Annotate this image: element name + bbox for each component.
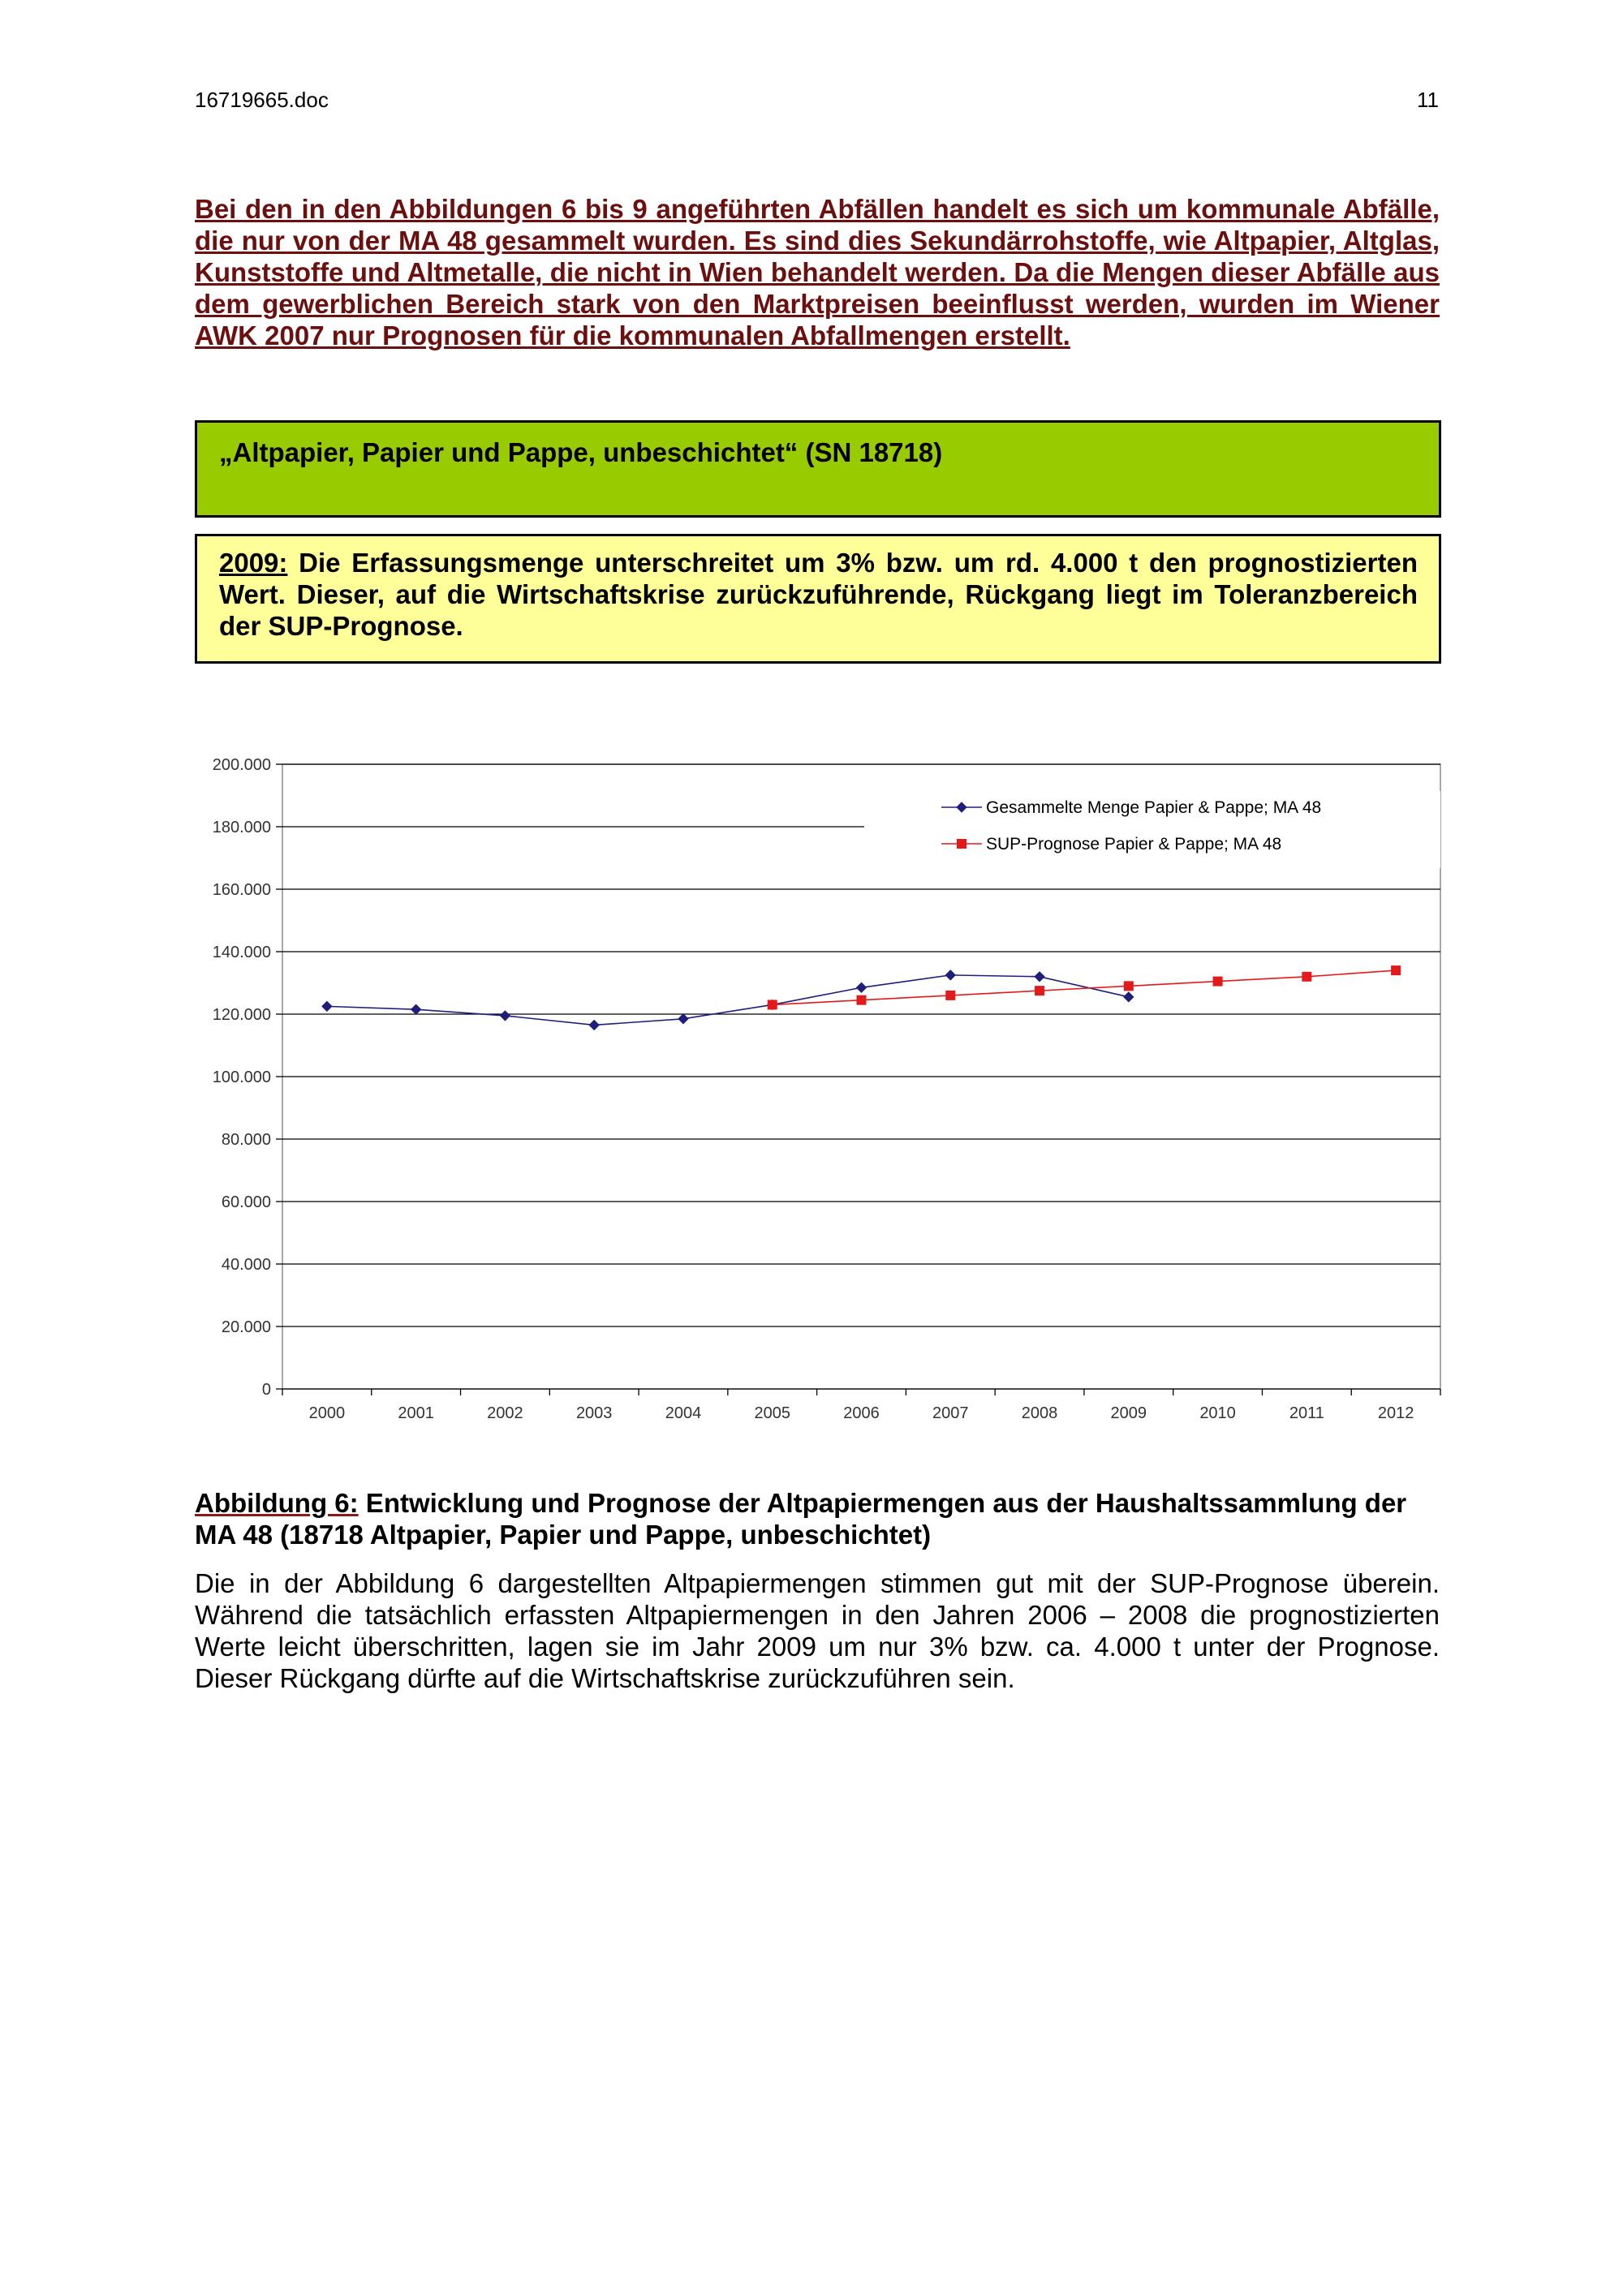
x-tick-label: 2005 bbox=[754, 1404, 790, 1422]
note-year: 2009: bbox=[219, 548, 288, 578]
x-tick-label: 2012 bbox=[1377, 1404, 1414, 1422]
note-text: Die Erfassungsmenge unterschreitet um 3% bzw. um rd. 4.000 t den prognostizierten Wert. Dieser, auf die Wirtschaftskrise zurückzuführende, Rückgang liegt im Toleranzbereich der SUP-Prognose. bbox=[219, 548, 1418, 641]
page-number: 11 bbox=[1417, 88, 1439, 112]
legend-label-2: SUP-Prognose Papier & Pappe; MA 48 bbox=[986, 835, 1282, 853]
data-point-series-2 bbox=[1302, 972, 1311, 982]
note-box bbox=[195, 534, 1441, 664]
y-tick-label: 180.000 bbox=[212, 819, 271, 836]
y-tick-label: 80.000 bbox=[221, 1131, 271, 1149]
x-tick-label: 2003 bbox=[575, 1404, 613, 1422]
note-paragraph bbox=[219, 547, 1418, 642]
document-filename: 16719665.doc bbox=[195, 88, 329, 112]
x-tick-label: 2007 bbox=[932, 1404, 969, 1422]
waste-paper-chart bbox=[195, 746, 1444, 1428]
y-tick-label: 120.000 bbox=[212, 1006, 271, 1024]
x-tick-label: 2006 bbox=[843, 1404, 880, 1422]
y-tick-label: 60.000 bbox=[221, 1193, 271, 1211]
section-title-box bbox=[195, 420, 1441, 518]
figure-caption bbox=[195, 1487, 1440, 1550]
y-tick-label: 200.000 bbox=[212, 756, 271, 774]
data-point-series-2 bbox=[1035, 986, 1044, 995]
data-point-series-2 bbox=[1213, 977, 1223, 987]
body-paragraph: Die in der Abbildung 6 dargestellten Altpapiermengen stimmen gut mit der SUP-Prognose überein. Während die tatsächlich erfassten Altpapiermengen in den Jahren 2006 – 2008 die prognostizierten Werte leicht überschritten, lagen sie im Jahr 2009 um nur 3% bzw. ca. 4.000 t unter der Prognose. Dieser Rückgang dürfte auf die Wirtschaftskrise zurückzuführen sein. bbox=[195, 1568, 1440, 1693]
y-tick-label: 100.000 bbox=[212, 1068, 271, 1086]
legend-label-1: Gesammelte Menge Papier & Pappe; MA 48 bbox=[986, 798, 1322, 817]
x-tick-label: 2002 bbox=[487, 1404, 523, 1422]
y-tick-label: 40.000 bbox=[221, 1256, 271, 1274]
caption-text: Entwicklung und Prognose der Altpapiermengen aus der Haushaltssammlung der MA 48 (18718 Altpapier, Papier und Pappe, unbeschichtet) bbox=[195, 1488, 1407, 1550]
x-tick-label: 2001 bbox=[398, 1404, 434, 1422]
data-point-series-2 bbox=[945, 991, 955, 1000]
x-tick-label: 2004 bbox=[665, 1404, 702, 1422]
x-tick-label: 2010 bbox=[1199, 1404, 1236, 1422]
y-tick-label: 20.000 bbox=[221, 1318, 271, 1336]
intro-paragraph: Bei den in den Abbildungen 6 bis 9 angeführten Abfällen handelt es sich um kommunale Abfälle, die nur von der MA 48 gesammelt wurden. Es sind dies Sekundärrohstoffe, wie Altpapier, Altglas, Kunststoffe und Altmetalle, die nicht in Wien behandelt werden. Da die Mengen dieser Abfälle aus dem gewerblichen Bereich stark von den Marktpreisen beeinflusst werden, wurden im Wiener AWK 2007 nur Prognosen für die kommunalen Abfallmengen erstellt. bbox=[195, 194, 1440, 350]
data-point-series-2 bbox=[1391, 965, 1401, 975]
y-tick-label: 160.000 bbox=[212, 881, 271, 899]
y-tick-label: 140.000 bbox=[212, 944, 271, 961]
caption-label: Abbildung 6: bbox=[195, 1488, 359, 1518]
legend-marker-2 bbox=[957, 839, 966, 849]
data-point-series-2 bbox=[1124, 981, 1134, 991]
x-tick-label: 2008 bbox=[1021, 1404, 1058, 1422]
x-tick-label: 2000 bbox=[308, 1404, 346, 1422]
data-point-series-2 bbox=[857, 995, 867, 1005]
y-tick-label: 0 bbox=[261, 1381, 271, 1399]
x-tick-label: 2011 bbox=[1289, 1404, 1324, 1422]
x-tick-label: 2009 bbox=[1110, 1404, 1147, 1422]
section-title: „Altpapier, Papier und Pappe, unbeschichtet“ (SN 18718) bbox=[219, 437, 943, 467]
data-point-series-2 bbox=[768, 1000, 777, 1009]
